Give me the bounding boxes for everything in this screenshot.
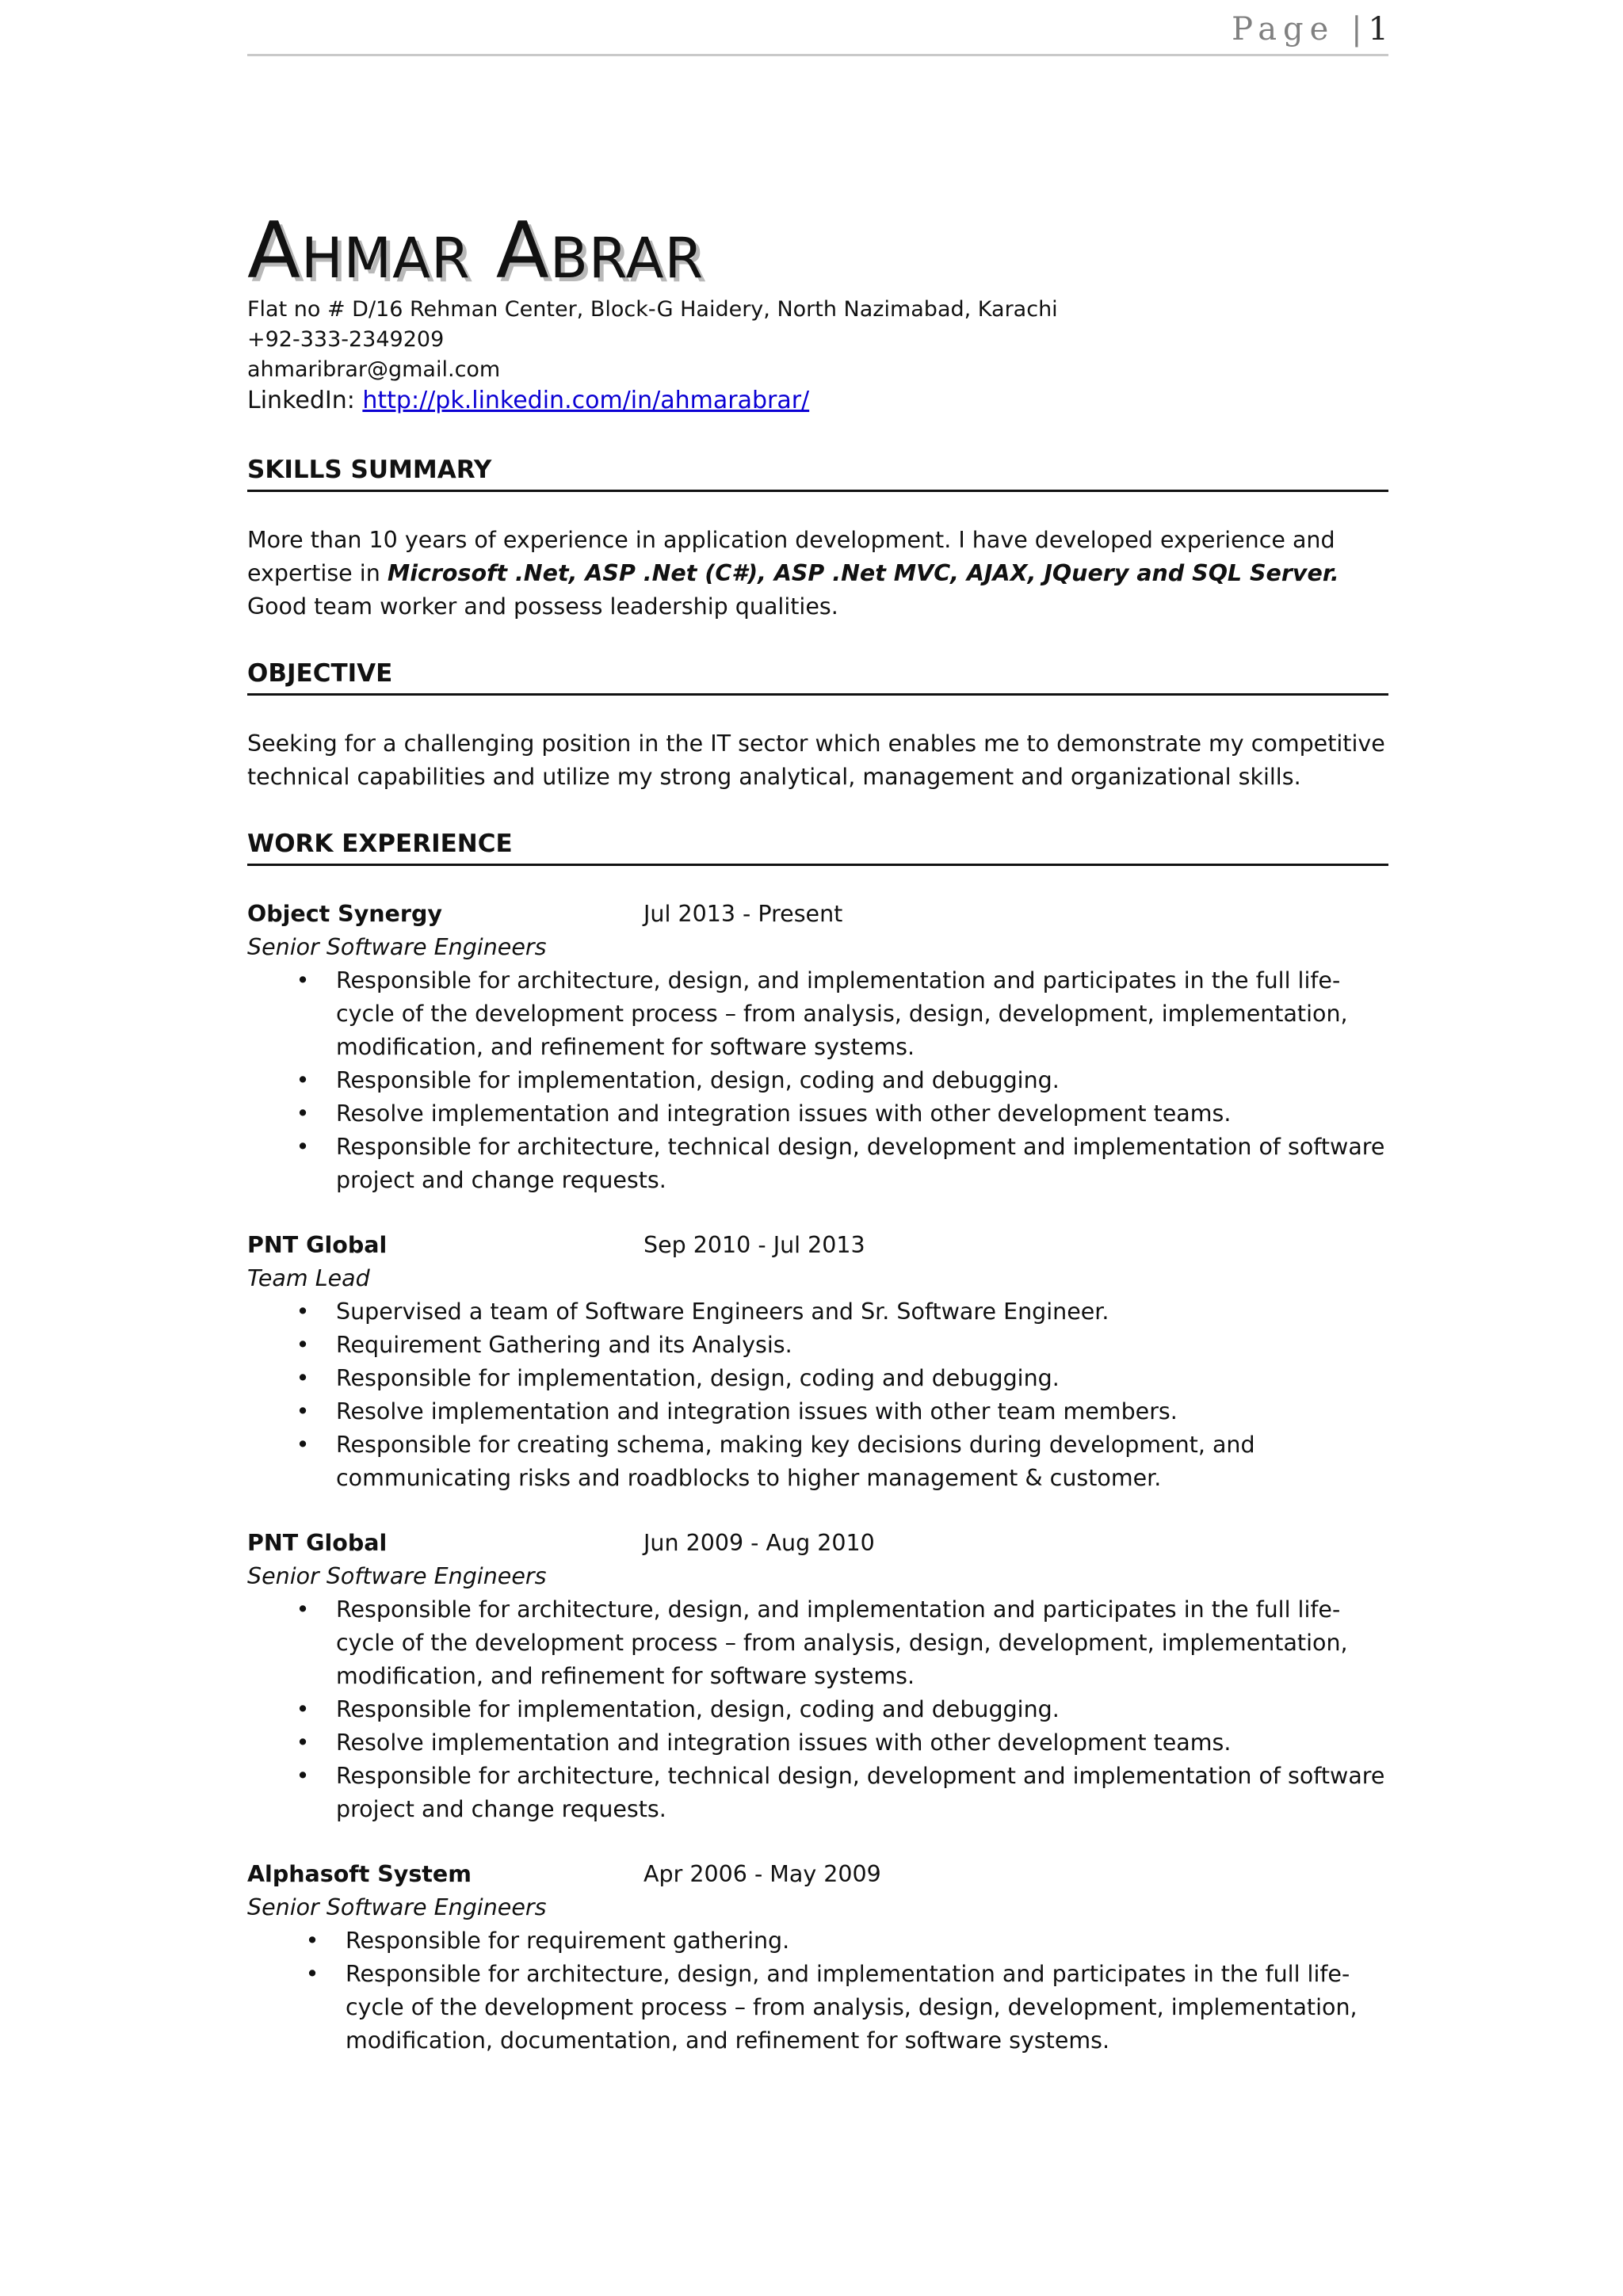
job-responsibilities [247, 1295, 1388, 1495]
page-number [1232, 11, 1388, 48]
list-item [247, 1760, 1388, 1826]
job-role: Senior Software Engineers [247, 1894, 547, 1920]
list-item [247, 964, 1388, 1064]
list-item-text: Responsible for implementation, design, coding and debugging. [336, 1067, 1060, 1093]
bullet-icon: • [305, 1928, 319, 1954]
linkedin-link[interactable]: http://pk.linkedin.com/in/ahmarabrar/ [362, 387, 810, 414]
job-header [247, 898, 1388, 931]
list-item [247, 1958, 1388, 2058]
name-last-initial: A [495, 206, 550, 296]
page-separator: | [1351, 11, 1369, 48]
contact-address: Flat no # D/16 Rehman Center, Block-G Haidery, North Nazimabad, Karachi [247, 297, 1058, 322]
list-item-text: Supervised a team of Software Engineers and Sr. Software Engineer. [336, 1299, 1109, 1325]
bullet-icon: • [296, 1696, 310, 1722]
job-entry [247, 898, 1388, 1197]
list-item [247, 1395, 1388, 1428]
skills-text-part-2: Good team worker and possess leadership qualities. [247, 593, 838, 620]
skills-text-part-1: More than 10 years of experience in application development. I have developed experience and expertise in [247, 527, 1335, 586]
job-period: Jun 2009 - Aug 2010 [643, 1530, 875, 1556]
name-last-rest: BRAR [549, 226, 705, 291]
job-header [247, 1229, 1388, 1262]
list-item-text: Responsible for architecture, design, and implementation and participates in the full life-cycle of the development process – from analysis, design, development, implementation, modification, and refinement for software systems. [336, 967, 1348, 1060]
skills-summary-text [247, 524, 1388, 624]
contact-block [247, 295, 1388, 417]
bullet-icon: • [296, 1432, 310, 1458]
list-item-text: Responsible for implementation, design, coding and debugging. [336, 1365, 1060, 1391]
bullet-icon: • [296, 1596, 310, 1623]
name-first-initial: A [247, 206, 302, 296]
job-responsibilities [247, 964, 1388, 1197]
candidate-name [247, 208, 1388, 295]
bullet-icon: • [296, 967, 310, 994]
list-item-text: Responsible for requirement gathering. [346, 1928, 790, 1954]
bullet-icon: • [296, 1332, 310, 1358]
contact-linkedin [247, 385, 1388, 417]
job-role: Senior Software Engineers [247, 1563, 547, 1589]
name-first-rest: HMAR [301, 226, 471, 291]
list-item [247, 1329, 1388, 1362]
list-item [247, 1362, 1388, 1395]
list-item-text: Responsible for architecture, design, and implementation and participates in the full life-cycle of the development process – from analysis, design, development, implementation, modification, and refinement for software systems. [336, 1596, 1348, 1689]
resume-document [247, 208, 1388, 2058]
objective-section-title: OBJECTIVE [247, 657, 1388, 696]
list-item [247, 1064, 1388, 1097]
bullet-icon: • [296, 1067, 310, 1093]
job-period: Sep 2010 - Jul 2013 [643, 1232, 865, 1258]
job-header [247, 1858, 1388, 1891]
bullet-icon: • [296, 1763, 310, 1789]
list-item [247, 1924, 1388, 1958]
bullet-icon: • [296, 1398, 310, 1425]
list-item [247, 1428, 1388, 1495]
skills-section-title: SKILLS SUMMARY [247, 453, 1388, 492]
bullet-icon: • [296, 1365, 310, 1391]
job-company: PNT Global [247, 1232, 388, 1258]
job-entry [247, 1229, 1388, 1495]
list-item [247, 1097, 1388, 1131]
job-period: Jul 2013 - Present [643, 901, 843, 927]
list-item-text: Responsible for architecture, technical design, development and implementation of software project and change requests. [336, 1134, 1385, 1193]
list-item-text: Responsible for architecture, design, and implementation and participates in the full life-cycle of the development process – from analysis, design, development, implementation, modification, documentation, and refinement for software systems. [346, 1961, 1358, 2054]
list-item [247, 1593, 1388, 1693]
list-item-text: Requirement Gathering and its Analysis. [336, 1332, 792, 1358]
job-entry [247, 1527, 1388, 1826]
header-divider [247, 54, 1388, 56]
job-entry [247, 1858, 1388, 2058]
bullet-icon: • [296, 1730, 310, 1756]
job-responsibilities [247, 1593, 1388, 1826]
list-item-text: Responsible for implementation, design, coding and debugging. [336, 1696, 1060, 1722]
objective-text: Seeking for a challenging position in the IT sector which enables me to demonstrate my competitive technical capabilities and utilize my strong analytical, management and organizational skills. [247, 730, 1385, 790]
job-company: Alphasoft System [247, 1861, 472, 1887]
bullet-icon: • [296, 1299, 310, 1325]
job-company: PNT Global [247, 1530, 388, 1556]
job-period: Apr 2006 - May 2009 [643, 1861, 881, 1887]
job-responsibilities [247, 1924, 1388, 2058]
list-item [247, 1295, 1388, 1329]
list-item [247, 1131, 1388, 1197]
contact-email: ahmaribrar@gmail.com [247, 357, 501, 382]
experience-section-title: WORK EXPERIENCE [247, 827, 1388, 866]
job-role: Senior Software Engineers [247, 934, 547, 960]
page-number-value: 1 [1368, 11, 1388, 48]
list-item [247, 1693, 1388, 1726]
bullet-icon: • [305, 1961, 319, 1987]
job-company: Object Synergy [247, 901, 442, 927]
job-role: Team Lead [247, 1265, 370, 1291]
list-item-text: Resolve implementation and integration issues with other development teams. [336, 1100, 1232, 1127]
job-header [247, 1527, 1388, 1560]
list-item-text: Responsible for creating schema, making key decisions during development, and communicating risks and roadblocks to higher management & customer. [336, 1432, 1255, 1491]
page-label: Page [1232, 11, 1335, 48]
bullet-icon: • [296, 1134, 310, 1160]
list-item-text: Responsible for architecture, technical design, development and implementation of software project and change requests. [336, 1763, 1385, 1822]
bullet-icon: • [296, 1100, 310, 1127]
contact-phone: +92-333-2349209 [247, 327, 445, 352]
linkedin-label: LinkedIn: [247, 387, 363, 414]
skills-technologies: Microsoft .Net, ASP .Net (C#), ASP .Net MVC, AJAX, JQuery and SQL Server. [387, 560, 1339, 586]
list-item-text: Resolve implementation and integration issues with other development teams. [336, 1730, 1232, 1756]
list-item [247, 1726, 1388, 1760]
list-item-text: Resolve implementation and integration issues with other team members. [336, 1398, 1178, 1425]
